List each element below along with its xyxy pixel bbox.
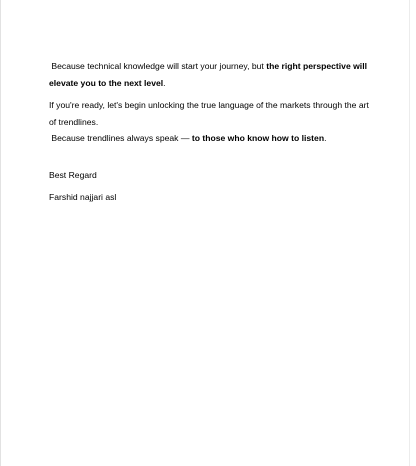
- paragraph-3-text: Because trendlines always speak —: [51, 133, 192, 143]
- closing-text: Best Regard: [49, 169, 97, 180]
- paragraph-1-emphasis: the right perspective will elevate you to the next level: [49, 61, 367, 88]
- paragraph-listen: [49, 130, 369, 147]
- paragraph-3-emphasis: to those who know how to listen: [191, 133, 325, 143]
- letter-body: [49, 58, 369, 206]
- paragraph-perspective: [49, 58, 369, 91]
- signature-name: Farshid najjari asl: [49, 192, 117, 202]
- paragraph-trendlines-intro: [49, 97, 369, 130]
- paragraph-1-text: Because technical knowledge will start your journey, but: [51, 61, 267, 71]
- page-left-border: [0, 0, 1, 466]
- paragraph-2-text: If you're ready, let's begin unlocking the true language of the markets through the art of trendlines.: [49, 100, 369, 127]
- paragraph-1-period: .: [163, 77, 166, 88]
- paragraph-3-period: .: [324, 133, 327, 143]
- signature-block: [49, 167, 369, 206]
- page-right-border: [409, 0, 410, 466]
